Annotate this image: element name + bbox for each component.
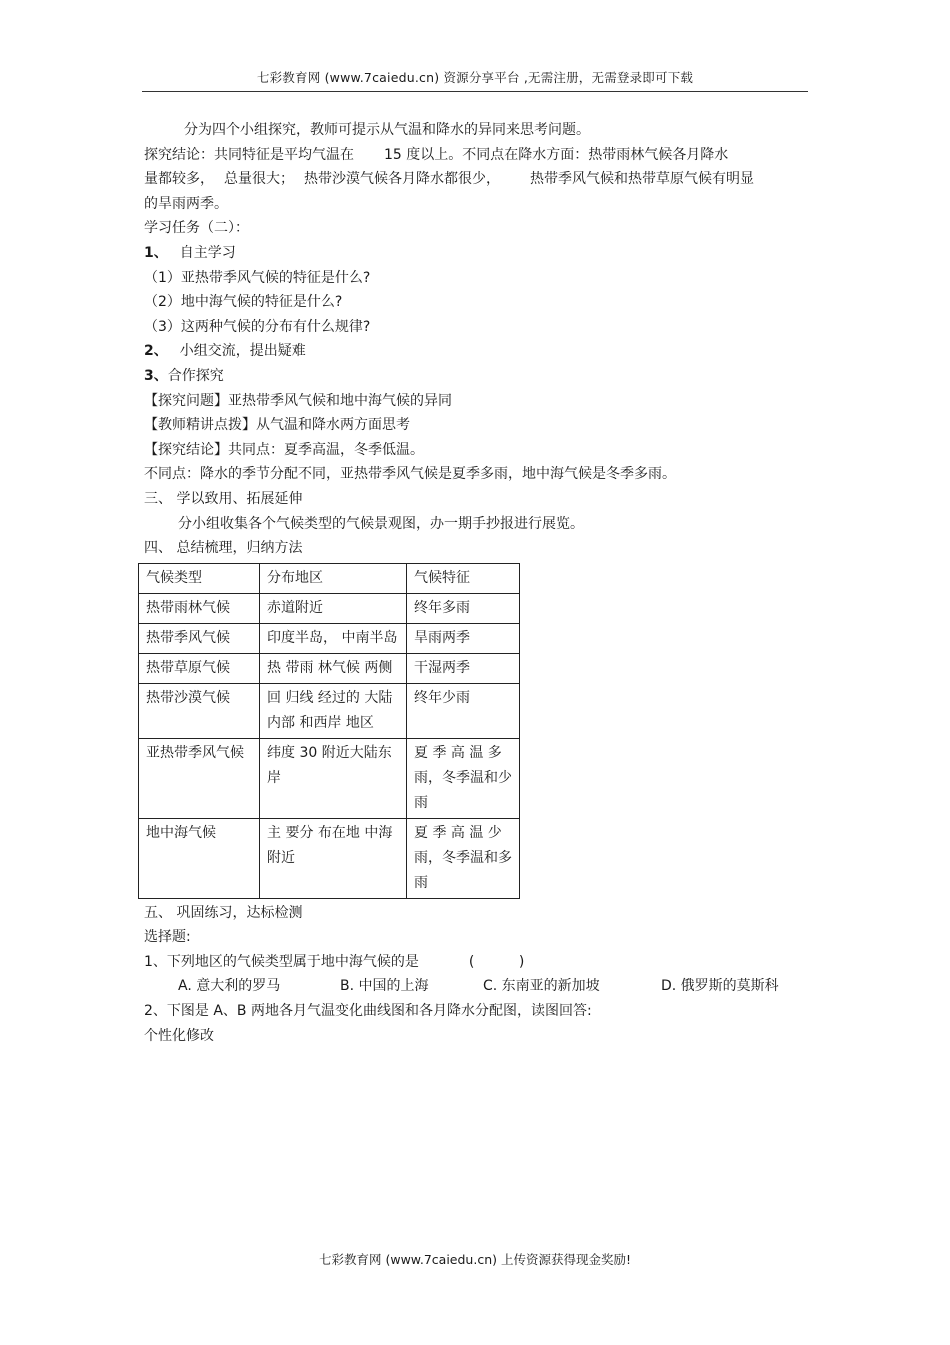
section-three-heading: 三、 学以致用、拓展延伸 (144, 490, 303, 507)
section-five-heading: 五、 巩固练习，达标检测 (144, 904, 303, 921)
table-cell: 热带季风气候 (139, 623, 260, 653)
table-cell: 地中海气候 (139, 818, 260, 898)
personalize-note: 个性化修改 (144, 1027, 214, 1044)
option-d: D. 俄罗斯的莫斯科 (661, 978, 779, 995)
table-cell: 回 归线 经过的 大陆 内部 和西岸 地区 (260, 683, 407, 738)
document-body (144, 118, 804, 1048)
step-number: 3、 (144, 367, 168, 384)
table-row (139, 653, 520, 683)
step-label: 自主学习 (179, 244, 236, 261)
step-number: 1、 (144, 244, 168, 261)
table-header-row (139, 563, 520, 593)
question-2: （2）地中海气候的特征是什么? (144, 294, 343, 311)
text: 量都较多， (144, 171, 214, 188)
question-text: 1、下列地区的气候类型属于地中海气候的是 (144, 953, 419, 970)
text: 热带季风气候和热带草原气候有明显 (530, 171, 754, 188)
table-cell: 印度半岛， 中南半岛 (260, 623, 407, 653)
table-cell: 赤道附近 (260, 593, 407, 623)
paragraph-conclusion-line2 (144, 167, 804, 192)
option-b: B. 中国的上海 (340, 978, 429, 995)
table-cell: 旱雨两季 (407, 623, 520, 653)
step-3 (144, 364, 804, 389)
table-header-cell: 气候特征 (407, 563, 520, 593)
table-cell: 热带沙漠气候 (139, 683, 260, 738)
table-cell: 热带草原气候 (139, 653, 260, 683)
table-cell: 终年少雨 (407, 683, 520, 738)
answer-blank: ( ) (468, 953, 525, 970)
table-cell: 亚热带季风气候 (139, 738, 260, 818)
difference-note: 不同点：降水的季节分配不同，亚热带季风气候是夏季多雨，地中海气候是冬季多雨。 (144, 466, 676, 483)
option-c: C. 东南亚的新加坡 (483, 978, 600, 995)
step-1 (144, 241, 804, 266)
question-3: （3）这两种气候的分布有什么规律? (144, 318, 371, 335)
task-two-heading: 学习任务（二）： (144, 220, 249, 237)
teacher-guidance: 【教师精讲点拨】从气温和降水两方面思考 (144, 417, 410, 434)
table-header-cell: 分布地区 (260, 563, 407, 593)
answer-options (144, 974, 804, 999)
section-three-body: 分小组收集各个气候类型的气候景观图，办一期手抄报进行展览。 (178, 515, 584, 532)
exercise-question-1 (144, 950, 804, 975)
step-label: 小组交流，提出疑难 (179, 343, 306, 360)
question-1: （1）亚热带季风气候的特征是什么? (144, 269, 371, 286)
step-number: 2、 (144, 343, 168, 360)
step-label: 合作探究 (167, 367, 224, 384)
table-cell: 终年多雨 (407, 593, 520, 623)
page-footer: 七彩教育网 (www.7caiedu.cn) 上传资源获得现金奖励! (319, 1252, 631, 1267)
table-cell: 纬度 30 附近大陆东岸 (260, 738, 407, 818)
exercise-question-2: 2、下图是 A、B 两地各月气温变化曲线图和各月降水分配图，读图回答: (144, 1003, 592, 1020)
table-cell: 干湿两季 (407, 653, 520, 683)
table-cell: 主 要分 布在地 中海附近 (260, 818, 407, 898)
table-header-cell: 气候类型 (139, 563, 260, 593)
question-type-label: 选择题: (144, 929, 191, 946)
table-row (139, 623, 520, 653)
text: 15 度以上。不同点在降水方面：热带雨林气候各月降水 (384, 146, 729, 163)
header-divider (142, 91, 808, 92)
option-a: A. 意大利的罗马 (178, 978, 281, 995)
inquiry-question: 【探究问题】亚热带季风气候和地中海气候的异同 (144, 392, 452, 409)
table-cell: 夏 季 高 温 多雨，冬季温和少雨 (407, 738, 520, 818)
table-row (139, 593, 520, 623)
table-row (139, 683, 520, 738)
step-2 (144, 339, 804, 364)
inquiry-conclusion: 【探究结论】共同点：夏季高温，冬季低温。 (144, 441, 424, 458)
page-header: 七彩教育网 (www.7caiedu.cn) 资源分享平台 ,无需注册，无需登录即可下载 (256, 70, 694, 85)
text: 探究结论：共同特征是平均气温在 (144, 146, 354, 163)
table-cell: 热 带雨 林气候 两侧 (260, 653, 407, 683)
table-cell: 夏 季 高 温 少雨，冬季温和多雨 (407, 818, 520, 898)
table-row (139, 818, 520, 898)
paragraph-conclusion-line3: 的旱雨两季。 (144, 195, 228, 212)
section-four-heading: 四、 总结梳理，归纳方法 (144, 540, 303, 557)
text: 热带沙漠气候各月降水都很少， (304, 171, 500, 188)
text: 总量很大； (224, 171, 294, 188)
table-row (139, 738, 520, 818)
paragraph-grouping: 分为四个小组探究，教师可提示从气温和降水的异同来思考问题。 (184, 122, 590, 138)
climate-summary-table (138, 563, 520, 899)
paragraph-conclusion-line1 (144, 143, 804, 168)
table-cell: 热带雨林气候 (139, 593, 260, 623)
